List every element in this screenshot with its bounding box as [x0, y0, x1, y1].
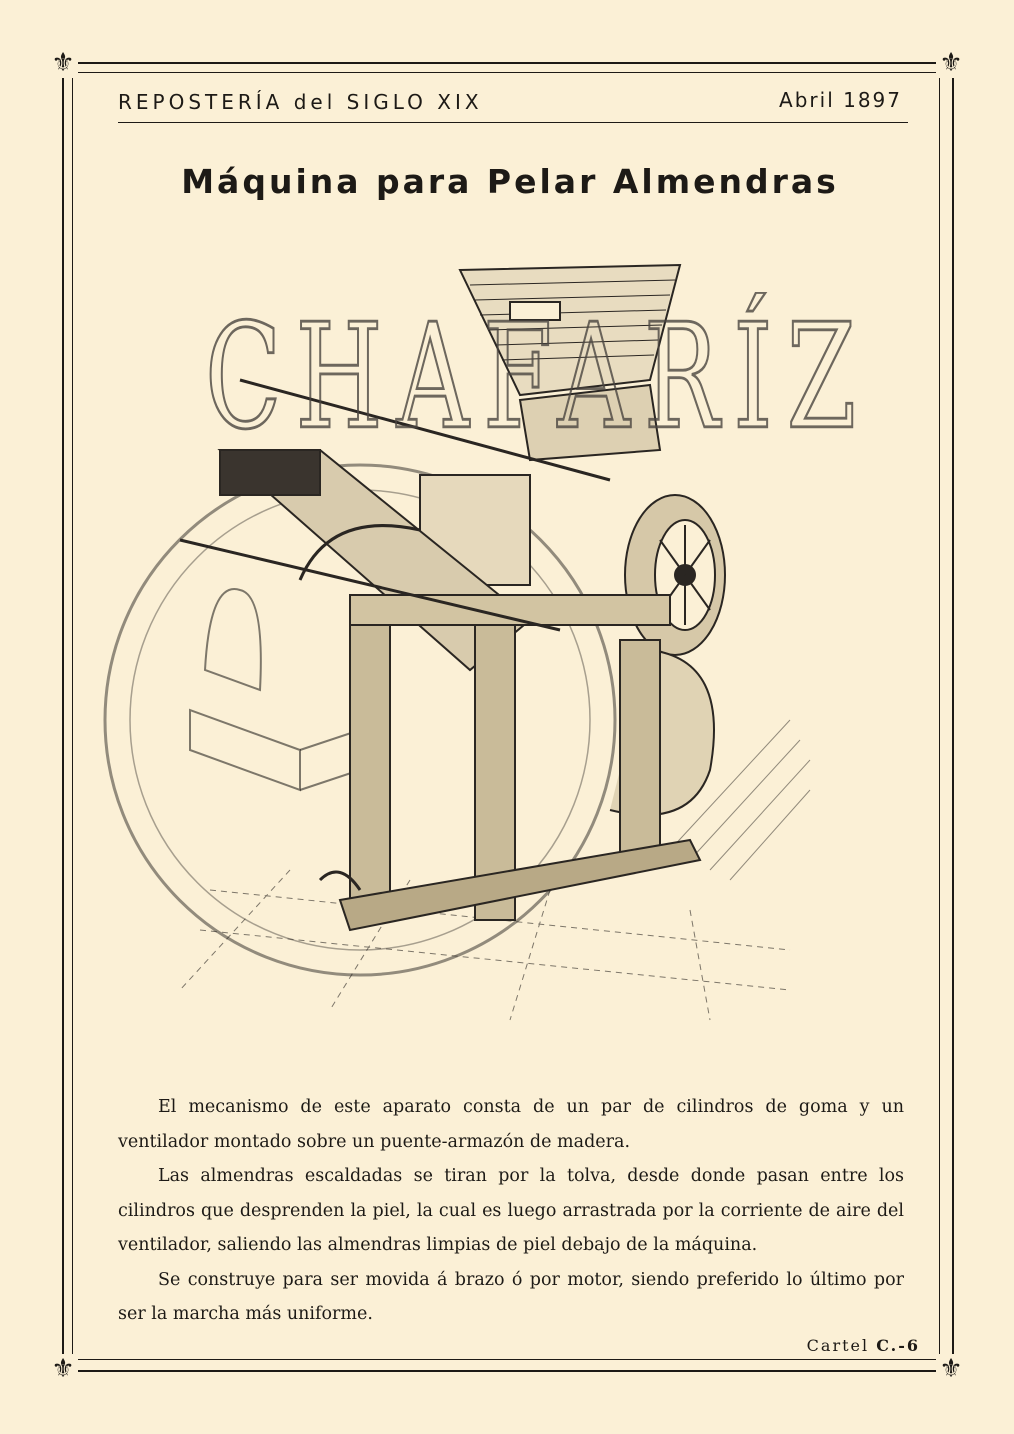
page-title: Máquina para Pelar Almendras — [181, 162, 839, 201]
fleur-de-lis-icon: ⚜ — [936, 1354, 966, 1384]
poster-code-prefix: Cartel — [806, 1336, 877, 1355]
chafariz-watermark: CHAFARÍZ — [205, 292, 871, 462]
issue-date: Abril 1897 — [779, 88, 902, 112]
fleur-de-lis-icon: ⚜ — [936, 48, 966, 78]
description-text — [118, 1090, 904, 1332]
page-header — [118, 86, 908, 123]
poster-code — [807, 1336, 920, 1355]
paragraph: El mecanismo de este aparato consta de un par de cilindros de goma y un ventilador montado sobre un puente-armazón de madera. — [118, 1097, 904, 1152]
paragraph: Las almendras escaldadas se tiran por la tolva, desde donde pasan entre los cilindros que desprenden la piel, la cual es luego arrastrada por la corriente de aire del ventilador, saliendo las almendras limpias de piel debajo de la máquina. — [118, 1166, 904, 1255]
poster-code-value: C.-6 — [876, 1336, 920, 1355]
publication-title: REPOSTERÍA del SIGLO XIX — [118, 90, 483, 114]
fleur-de-lis-icon: ⚜ — [48, 1354, 78, 1384]
fleur-de-lis-icon: ⚜ — [48, 48, 78, 78]
paragraph: Se construye para ser movida á brazo ó por motor, siendo preferido lo último por ser la marcha más uniforme. — [118, 1269, 904, 1324]
